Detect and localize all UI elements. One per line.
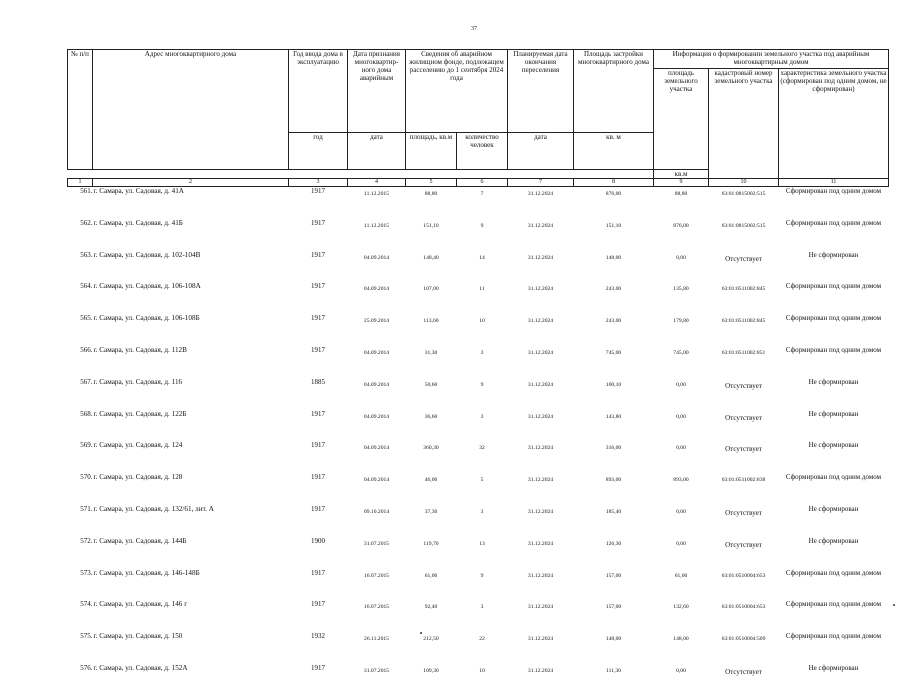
- cell-area: 119,70: [423, 540, 439, 547]
- cell-year: 1917: [311, 600, 325, 609]
- cell-no: 564.: [80, 282, 93, 291]
- cell-date: 04.09.2014: [363, 477, 390, 484]
- cell-date: 25.09.2014: [363, 318, 390, 325]
- cell-cad: 63:01:0511002:838: [721, 477, 766, 484]
- cell-build: 148,00: [605, 254, 622, 261]
- cell-cad: 63:01:0511002:845: [721, 286, 766, 293]
- cell-build: 243,00: [605, 318, 622, 325]
- cell-end: 31.12.2024: [527, 572, 554, 579]
- cell-people: 5: [480, 477, 484, 484]
- cell-end: 31.12.2024: [527, 381, 554, 388]
- cell-status: Сформирован под одним домом: [785, 632, 882, 641]
- cell-year: 1917: [311, 218, 325, 227]
- cell-status: Сформирован под одним домом: [785, 346, 882, 355]
- cell-no: 572.: [80, 536, 93, 545]
- cell-year: 1917: [311, 568, 325, 577]
- cell-status: Не сформирован: [808, 505, 859, 514]
- table-row: [68, 600, 889, 632]
- header-land-area: площадь земельного участка: [654, 69, 709, 170]
- cell-build: 126,30: [605, 540, 622, 547]
- cell-area: 36,60: [424, 413, 438, 420]
- cell-end: 31.12.2024: [527, 509, 554, 516]
- cell-cad: 63:01:0815002:515: [721, 222, 766, 229]
- cell-date: 11.12.2015: [348, 187, 406, 219]
- cell-build: 876,00: [574, 187, 654, 219]
- cell-date: 04.09.2014: [363, 254, 390, 261]
- cell-cad: Отсутствует: [725, 540, 762, 549]
- cell-addr: г. Самара, ул. Садовая, д. 152А: [93, 664, 188, 672]
- cell-date: 16.07.2015: [363, 572, 390, 579]
- cell-status: Не сформирован: [808, 441, 859, 450]
- cell-build: 157,00: [605, 604, 622, 611]
- cell-no: 566.: [80, 346, 93, 355]
- cell-end: 31.12.2024: [527, 604, 554, 611]
- cell-no: 576.: [80, 664, 93, 672]
- cell-build: 151,10: [605, 222, 622, 229]
- cell-status: Сформирован под одним домом: [785, 600, 882, 609]
- table-row: [68, 314, 889, 346]
- cell-build: 745,00: [605, 350, 622, 357]
- cell-status: Сформирован под одним домом: [779, 187, 889, 219]
- cell-addr: г. Самара, ул. Садовая, д. 116: [93, 377, 183, 386]
- header-land-char: характеристика земельного участка (сформирован под одним домом, не сформирован): [779, 69, 889, 179]
- cell-year: 1900: [311, 536, 325, 545]
- cell-addr: г. Самара, ул. Садовая, д. 122Б: [93, 409, 187, 418]
- cell-cad: 63:01:0511002:845: [721, 318, 766, 325]
- cell-cad: 63:01:0511002:851: [721, 350, 766, 357]
- cell-year: 1917: [311, 441, 325, 450]
- cell-year: 1917: [311, 505, 325, 514]
- table-row: [68, 378, 889, 410]
- cell-people: 3: [480, 413, 484, 420]
- cell-area: 31,30: [424, 350, 438, 357]
- header-year-entry: Год ввода дома в эксплуатацию: [289, 50, 348, 133]
- col-num: 2: [93, 179, 289, 187]
- col-num: 1: [68, 179, 93, 187]
- cell-people: 22: [479, 636, 485, 643]
- cell-area: 151,10: [423, 222, 439, 229]
- cell-build: 893,00: [605, 477, 622, 484]
- cell-land: 135,80: [673, 286, 689, 293]
- cell-build: 143,80: [605, 413, 622, 420]
- cell-status: Не сформирован: [808, 377, 859, 386]
- cell-status: Сформирован под одним домом: [785, 473, 882, 482]
- cell-land: 132,60: [673, 604, 689, 611]
- cell-date: 04.09.2014: [363, 350, 390, 357]
- cell-people: 3: [480, 509, 484, 516]
- header-no: № п/п: [68, 50, 93, 170]
- cell-addr: г. Самара, ул. Садовая, д. 146 г: [93, 600, 188, 609]
- cell-land: 61,00: [674, 572, 688, 579]
- col-num: 8: [574, 179, 654, 187]
- cell-year: 1917: [311, 282, 325, 291]
- col-num: 5: [406, 179, 457, 187]
- cell-land: 0,00: [676, 254, 686, 261]
- cell-date: 04.09.2014: [363, 413, 390, 420]
- cell-cad: 63:01:0510004:653: [721, 572, 766, 579]
- cell-no: 575.: [80, 632, 93, 641]
- cell-land: 745,00: [673, 350, 689, 357]
- cell-addr: г. Самара, ул. Садовая, д. 41Б: [93, 218, 183, 227]
- cell-status: Сформирован под одним домом: [785, 568, 882, 577]
- cell-build: 243,00: [605, 286, 622, 293]
- cell-date: 04.09.2014: [363, 286, 390, 293]
- cell-people: 10: [479, 318, 485, 325]
- cell-people: 9: [480, 381, 484, 388]
- cell-people: 32: [479, 445, 485, 452]
- col-num: 3: [289, 179, 348, 187]
- cell-addr: г. Самара, ул. Садовая, д. 144Б: [93, 536, 187, 545]
- cell-date: 09.10.2014: [363, 509, 390, 516]
- cell-area: 360,30: [423, 445, 439, 452]
- cell-status: Сформирован под одним домом: [785, 314, 882, 323]
- cell-cad: 63:01:0510004:653: [721, 604, 766, 611]
- table-row: [68, 410, 889, 442]
- table-row: [68, 346, 889, 378]
- cell-date: 11.12.2015: [364, 222, 389, 229]
- header-cadastral: кадастровый номер земельного участка: [709, 69, 779, 179]
- cell-area: 46,00: [424, 477, 438, 484]
- cell-area: 88,80: [406, 187, 457, 219]
- table-row: [68, 282, 889, 314]
- header-address: Адрес многоквартирного дома: [93, 50, 289, 170]
- table-row: [68, 632, 889, 664]
- header-fund-info: Сведения об аварийном жилищном фонде, подлежащем расселению до 1 сентября 2024 года: [406, 50, 508, 133]
- cell-cad: Отсутствует: [725, 254, 762, 263]
- cell-area: 92,40: [424, 604, 438, 611]
- header-land-info: Информация о формировании земельного участка под аварийным многоквартирным домом: [654, 50, 889, 69]
- cell-land: 893,00: [673, 477, 689, 484]
- cell-people: 3: [480, 350, 484, 357]
- cell-cad: 63:01:0510004:509: [721, 636, 766, 643]
- table-row: [68, 537, 889, 569]
- cell-date: 16.07.2015: [363, 604, 390, 611]
- cell-addr: г. Самара, ул. Садовая, д. 102-104В: [93, 250, 201, 259]
- table-row: [68, 219, 889, 251]
- header-planned-end: Планируемая дата окончания переселения: [508, 50, 574, 133]
- cell-land: 88,80: [654, 187, 709, 219]
- table-row: [68, 473, 889, 505]
- cell-people: 13: [479, 540, 485, 547]
- cell-end: 31.12.2024: [527, 350, 554, 357]
- cell-no: 571.: [80, 505, 93, 514]
- housing-register-table: [67, 49, 889, 696]
- cell-cad: Отсутствует: [725, 509, 762, 518]
- header-build-area: Площадь застройки многоквартирного дома: [574, 50, 654, 133]
- cell-addr: г. Самара, ул. Садовая, д. 146-148Б: [93, 568, 200, 577]
- cell-land: 0,00: [676, 668, 686, 674]
- cell-cad: Отсутствует: [725, 668, 762, 676]
- cell-land: 0,00: [676, 509, 686, 516]
- cell-cad: 63:01:0815002:515: [709, 187, 779, 219]
- cell-date: 31.07.2015: [363, 540, 390, 547]
- col-num: 6: [457, 179, 508, 187]
- cell-people: 3: [480, 604, 484, 611]
- unit-sqm: кв. м: [574, 133, 654, 170]
- cell-land: 876,00: [673, 222, 689, 229]
- cell-people: 10: [479, 668, 485, 674]
- scan-speck: [420, 632, 422, 634]
- cell-status: Не сформирован: [808, 250, 859, 259]
- cell-no: 574.: [80, 600, 93, 609]
- unit-date2: дата: [508, 133, 574, 170]
- cell-build: 316,00: [605, 445, 622, 452]
- cell-area: 37,30: [424, 509, 438, 516]
- cell-area: 50,60: [424, 381, 438, 388]
- cell-build: 148,00: [605, 636, 622, 643]
- cell-no: 562.: [80, 218, 93, 227]
- cell-year: 1917: [311, 473, 325, 482]
- col-num: 4: [348, 179, 406, 187]
- cell-addr: г. Самара, ул. Садовая, д. 106-108А: [93, 282, 201, 291]
- cell-land: 148,00: [673, 636, 689, 643]
- cell-end: 31.12.2024: [527, 445, 554, 452]
- cell-no: 570.: [80, 473, 93, 482]
- cell-people: 9: [480, 572, 484, 579]
- cell-people: 14: [479, 254, 485, 261]
- cell-year: 1932: [311, 632, 325, 641]
- cell-no: 569.: [80, 441, 93, 450]
- cell-no: 561.: [68, 187, 93, 219]
- cell-no: 568.: [80, 409, 93, 418]
- cell-addr: г. Самара, ул. Садовая, д. 41А: [93, 187, 289, 219]
- page-number: 37: [471, 26, 477, 32]
- unit-sqm2: кв.м: [654, 170, 709, 179]
- cell-area: 107,00: [423, 286, 439, 293]
- cell-area: 109,30: [423, 668, 439, 674]
- header-row-1: [68, 50, 889, 69]
- cell-no: 563.: [80, 250, 93, 259]
- table-row: [68, 569, 889, 601]
- cell-end: 31.12.2024: [527, 668, 554, 674]
- cell-addr: г. Самара, ул. Садовая, д. 150: [93, 632, 183, 641]
- cell-end: 31.12.2024: [527, 413, 554, 420]
- cell-year: 1917: [289, 187, 348, 219]
- cell-addr: г. Самара, ул. Садовая, д. 106-108Б: [93, 314, 200, 323]
- cell-end: 31.12.2024: [527, 222, 554, 229]
- cell-year: 1885: [311, 377, 325, 386]
- scan-speck: [893, 604, 895, 606]
- cell-end: 31.12.2024: [527, 286, 554, 293]
- cell-area: 148,40: [423, 254, 439, 261]
- cell-status: Сформирован под одним домом: [785, 282, 882, 291]
- cell-end: 31.12.2024: [508, 187, 574, 219]
- cell-year: 1917: [311, 314, 325, 323]
- table-row: [68, 251, 889, 283]
- column-number-row: [68, 179, 889, 187]
- cell-cad: Отсутствует: [725, 413, 762, 422]
- cell-no: 565.: [80, 314, 93, 323]
- cell-land: 0,00: [676, 445, 686, 452]
- cell-status: Сформирован под одним домом: [785, 218, 882, 227]
- cell-people: 11: [479, 286, 485, 293]
- cell-addr: г. Самара, ул. Садовая, д. 112В: [93, 346, 187, 355]
- cell-status: Не сформирован: [808, 664, 859, 672]
- cell-date: 31.07.2015: [363, 668, 390, 674]
- table-row: [68, 187, 889, 219]
- table-row: [68, 664, 889, 696]
- cell-no: 573.: [80, 568, 93, 577]
- cell-addr: г. Самара, ул. Садовая, д. 128: [93, 473, 183, 482]
- cell-end: 31.12.2024: [527, 636, 554, 643]
- cell-cad: Отсутствует: [725, 381, 762, 390]
- cell-people: 7: [457, 187, 508, 219]
- table-row: [68, 505, 889, 537]
- cell-land: 0,00: [676, 540, 686, 547]
- cell-people: 9: [480, 222, 484, 229]
- table-row: [68, 441, 889, 473]
- cell-land: 179,80: [673, 318, 689, 325]
- cell-area: 113,60: [423, 318, 439, 325]
- cell-area: 61,00: [424, 572, 438, 579]
- cell-area: 212,50: [423, 636, 439, 643]
- cell-year: 1917: [311, 664, 325, 672]
- col-num: 11: [779, 179, 889, 187]
- cell-end: 31.12.2024: [527, 254, 554, 261]
- header-date-emergency: Дата признания многоквартир-ного дома аварийным: [348, 50, 406, 133]
- cell-cad: Отсутствует: [725, 445, 762, 454]
- cell-date: 04.09.2014: [363, 381, 390, 388]
- cell-date: 04.09.2014: [363, 445, 390, 452]
- cell-year: 1917: [311, 250, 325, 259]
- unit-area: площадь, кв.м: [406, 133, 457, 170]
- cell-no: 567.: [80, 377, 93, 386]
- table-body: [68, 187, 889, 696]
- cell-build: 100,10: [605, 381, 622, 388]
- unit-date: дата: [348, 133, 406, 170]
- cell-build: 157,00: [605, 572, 622, 579]
- cell-end: 31.12.2024: [527, 318, 554, 325]
- cell-addr: г. Самара, ул. Садовая, д. 132/61, лит. А: [93, 505, 214, 514]
- unit-year: год: [289, 133, 348, 170]
- col-num: 9: [654, 179, 709, 187]
- cell-addr: г. Самара, ул. Садовая, д. 124: [93, 441, 183, 450]
- cell-year: 1917: [311, 346, 325, 355]
- cell-end: 31.12.2024: [527, 540, 554, 547]
- cell-land: 0,00: [676, 413, 686, 420]
- cell-date: 26.11.2015: [364, 636, 389, 643]
- cell-status: Не сформирован: [808, 409, 859, 418]
- cell-status: Не сформирован: [808, 536, 859, 545]
- unit-people: количество человек: [457, 133, 508, 170]
- col-num: 7: [508, 179, 574, 187]
- cell-year: 1917: [311, 409, 325, 418]
- cell-build: 111,30: [606, 668, 621, 674]
- col-num: 10: [709, 179, 779, 187]
- cell-end: 31.12.2024: [527, 477, 554, 484]
- cell-build: 185,40: [605, 509, 622, 516]
- cell-land: 0,00: [676, 381, 686, 388]
